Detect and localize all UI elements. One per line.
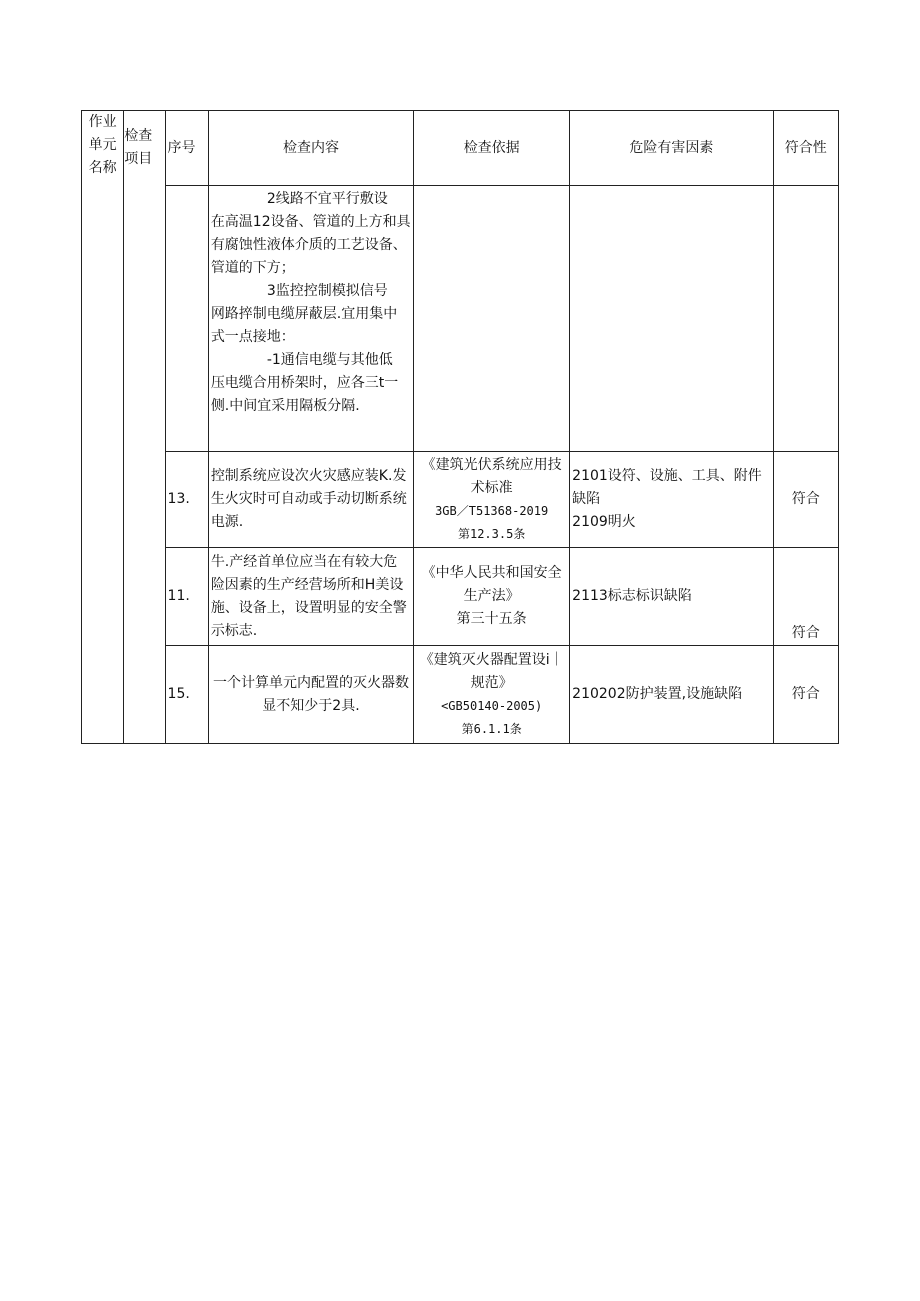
basis-cell <box>414 548 570 646</box>
seq-cell: 11. <box>165 548 208 646</box>
basis-line: 第12.3.5条 <box>457 526 526 541</box>
seq-cell: 15. <box>165 646 208 744</box>
item-header-label: 检查项目 <box>124 128 153 167</box>
table-row <box>82 452 839 548</box>
basis-line: <GB50140-2005) <box>441 698 543 713</box>
hazard-cell <box>570 548 773 646</box>
content-line: 网路捽制电缆屏蔽层.宜用集中式一点接地： <box>210 306 398 345</box>
hazard-line: 210202防护装置,设施缺陷 <box>572 686 743 702</box>
seq-header: 序号 <box>165 111 208 186</box>
header-row <box>82 111 839 186</box>
basis-cell <box>414 646 570 744</box>
hazard-cell <box>570 646 773 744</box>
basis-line: 《中华人民共和国安全生产法》 <box>421 565 562 604</box>
hazard-cell <box>570 186 773 452</box>
basis-cell <box>414 186 570 452</box>
hazard-cell <box>570 452 773 548</box>
basis-cell <box>414 452 570 548</box>
hazard-line: 2113标志标识缺陷 <box>572 588 692 604</box>
item-header <box>124 111 165 744</box>
content-cell: 控制系统应设次火灾感应装K.发生火灾时可自动或手动切断系统电源. <box>208 452 413 548</box>
inspection-table <box>81 110 839 744</box>
conformity-header: 符合性 <box>773 111 839 186</box>
table-row <box>82 548 839 646</box>
inspection-table-sheet <box>81 110 839 744</box>
content-cell: 牛.产经首单位应当在有较大危险因素的生产经营场所和H美设施、设备上，设置明显的安全警示标志. <box>208 548 413 646</box>
seq-cell <box>165 186 208 452</box>
basis-line: 《建筑灭火器配置设i｜规范》 <box>419 651 564 691</box>
content-cell: 一个计算单元内配置的灭火器数显不知少于2具. <box>208 646 413 744</box>
basis-line: 《建筑光伏系统应用技术标准 <box>421 456 562 496</box>
basis-line: 3GB／T51368-2019 <box>435 503 549 518</box>
content-header: 检查内容 <box>208 111 413 186</box>
content-line: 压电缆合用桥架时，应各三t一侧.中间宜采用隔板分隔. <box>210 375 399 414</box>
unit-name-header: 作业单元名称 <box>82 111 124 744</box>
table-row <box>82 186 839 452</box>
seq-cell: 13. <box>165 452 208 548</box>
basis-line: 第6.1.1条 <box>461 721 522 736</box>
conformity-cell: 符合 <box>773 548 839 646</box>
basis-line: 第三十五条 <box>456 611 527 627</box>
basis-header: 检查依据 <box>414 111 570 186</box>
content-line: 在高温12设备、管道的上方和具有腐蚀性液体介质的工艺设备、管道的下方； <box>210 214 411 276</box>
conformity-cell <box>773 186 839 452</box>
hazard-header: 危险有害因素 <box>570 111 773 186</box>
hazard-line: 2109明火 <box>572 514 636 530</box>
conformity-cell: 符合 <box>773 452 839 548</box>
content-cell <box>208 186 413 452</box>
hazard-line: 2101设符、设施、工具、附件缺陷 <box>572 468 762 507</box>
content-line: -1通信电缆与其他低 <box>266 352 393 368</box>
content-line: 3监控控制模拟信号 <box>266 283 388 299</box>
content-line: 2线路不宜平行敷设 <box>266 191 388 207</box>
conformity-cell: 符合 <box>773 646 839 744</box>
table-row <box>82 646 839 744</box>
